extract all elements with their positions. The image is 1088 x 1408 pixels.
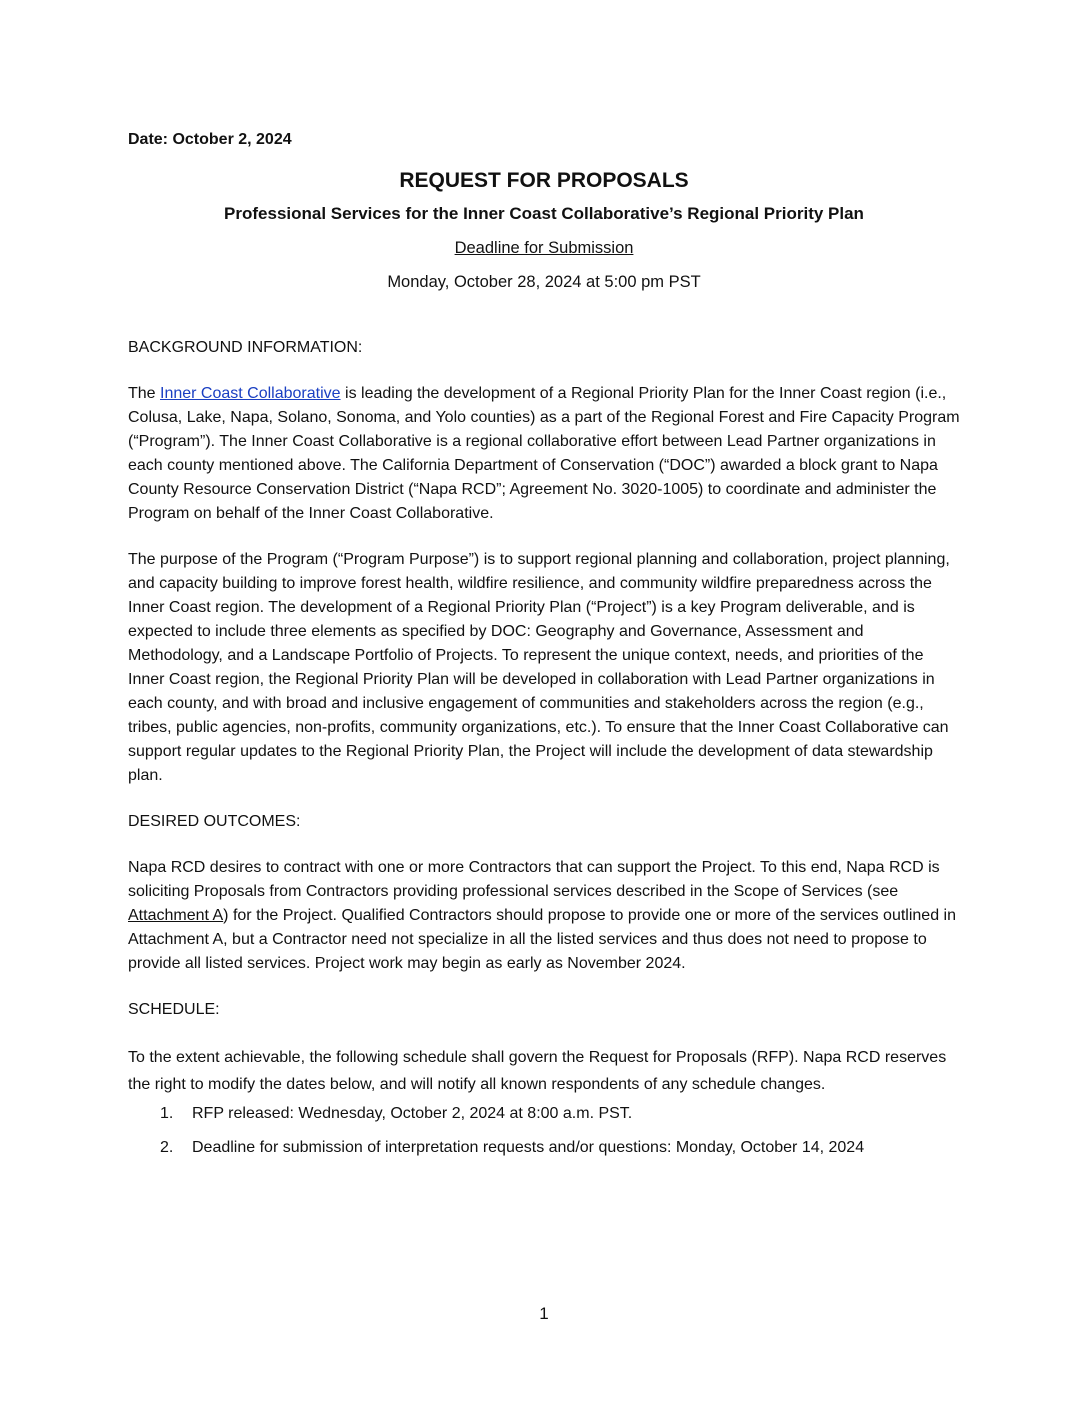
schedule-intro: To the extent achievable, the following schedule shall govern the Request for Proposals (RFP). Napa RCD reserves the right to modify the dates below, and will notify all known respondents of any schedule changes. <box>128 1049 947 1093</box>
schedule-list <box>128 1102 960 1160</box>
document-subtitle: Professional Services for the Inner Coast Collaborative’s Regional Priority Plan <box>224 204 864 223</box>
schedule-item <box>128 1102 960 1126</box>
deadline-datetime: Monday, October 28, 2024 at 5:00 pm PST <box>387 273 701 291</box>
background-p1-start: The <box>128 385 161 402</box>
inner-coast-collaborative-link[interactable]: Inner Coast Collaborative <box>160 385 341 402</box>
document-title: REQUEST FOR PROPOSALS <box>399 169 689 192</box>
schedule-item-text: Deadline for submission of interpretation requests and/or questions: Monday, October 14, 2024 <box>192 1139 865 1156</box>
schedule-item-number: 2. <box>160 1139 174 1156</box>
background-paragraph-1 <box>128 382 960 526</box>
schedule-heading: SCHEDULE: <box>128 1001 220 1018</box>
outcomes-heading: DESIRED OUTCOMES: <box>128 813 301 830</box>
attachment-a-reference: Attachment A <box>128 907 224 924</box>
outcomes-p1-start: Napa RCD desires to contract with one or more Contractors that can support the Project. To this end, Napa RCD is soliciting Proposals from Contractors providing professional services described in the Scope of Services (see <box>128 859 940 900</box>
background-heading: BACKGROUND INFORMATION: <box>128 339 363 356</box>
schedule-item-number: 1. <box>160 1105 174 1122</box>
schedule-item <box>128 1136 960 1160</box>
document-date: Date: October 2, 2024 <box>128 131 292 148</box>
page-content <box>128 128 960 1170</box>
outcomes-paragraph <box>128 856 960 976</box>
deadline-label: Deadline for Submission <box>454 239 634 257</box>
background-p1-rest: is leading the development of a Regional Priority Plan for the Inner Coast region (i.e., Colusa, Lake, Napa, Solano, Sonoma, and Yolo counties) as a part of the Regional Forest and Fire Capacity Program (“Program”). The Inner Coast Collaborative is a regional collaborative effort between Lead Partner organizations in each county mentioned above. The California Department of Conservation (“DOC”) awarded a block grant to Napa County Resource Conservation District (“Napa RCD”; Agreement No. 3020-1005) to coordinate and administer the Program on behalf of the Inner Coast Collaborative. <box>128 385 960 522</box>
schedule-item-text: RFP released: Wednesday, October 2, 2024 at 8:00 a.m. PST. <box>192 1105 633 1122</box>
outcomes-p1-rest: ) for the Project. Qualified Contractors should propose to provide one or more of the services outlined in Attachment A, but a Contractor need not specialize in all the listed services and thus does not need to propose to provide all listed services. Project work may begin as early as November 2024. <box>128 907 956 972</box>
page-number: 1 <box>539 1304 549 1323</box>
background-paragraph-2: The purpose of the Program (“Program Purpose”) is to support regional planning and collaboration, project planning, and capacity building to improve forest health, wildfire resilience, and community wildfire preparedness across the Inner Coast region. The development of a Regional Priority Plan (“Project”) is a key Program deliverable, and is expected to include three elements as specified by DOC: Geography and Governance, Assessment and Methodology, and a Landscape Portfolio of Projects. To represent the unique context, needs, and priorities of the Inner Coast region, the Regional Priority Plan will be developed in collaboration with Lead Partner organizations in each county, and with broad and inclusive engagement of communities and stakeholders across the region (e.g., tribes, public agencies, non-profits, community organizations, etc.). To ensure that the Inner Coast Collaborative can support regular updates to the Regional Priority Plan, the Project will include the development of data stewardship plan. <box>128 551 950 784</box>
